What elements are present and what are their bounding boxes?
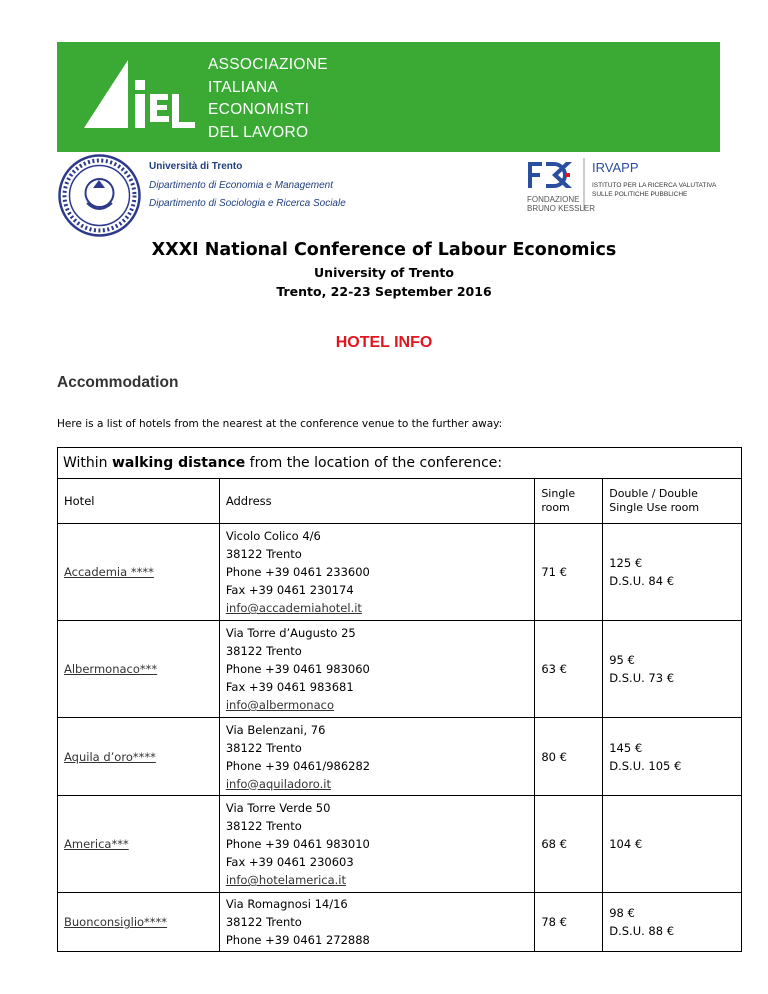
double-price: 145 € D.S.U. 105 € — [603, 718, 742, 796]
table-caption: Within walking distance from the location of the conference: — [58, 448, 742, 479]
hotel-address: Via Belenzani, 76 38122 Trento Phone +39 0461/986282 info@aquiladoro.it — [219, 718, 534, 796]
university-name: Università di Trento — [149, 161, 243, 172]
table-header-row — [58, 479, 742, 524]
hotel-address: Vicolo Colico 4/6 38122 Trento Phone +39 0461 233600 Fax +39 0461 230174 info@accademiahotel.it — [219, 524, 534, 621]
header-hotel: Hotel — [58, 479, 220, 524]
university-info — [149, 158, 346, 214]
double-price: 104 € — [603, 796, 742, 893]
table-row — [58, 718, 742, 796]
aiel-logo-icon — [80, 58, 200, 130]
single-price: 78 € — [535, 893, 603, 952]
association-line: ASSOCIAZIONE — [208, 56, 328, 73]
email-link[interactable]: info@hotelamerica.it — [225, 873, 346, 887]
walking-distance-emphasis: walking distance — [112, 455, 246, 471]
irvapp-line2: SULLE POLITICHE PUBBLICHE — [592, 191, 688, 198]
hotel-address: Via Romagnosi 14/16 38122 Trento Phone +39 0461 272888 — [219, 893, 534, 952]
university-seal-icon — [57, 153, 142, 238]
double-price: 125 € D.S.U. 84 € — [603, 524, 742, 621]
section-subheading: Accommodation — [57, 374, 179, 391]
table-row — [58, 796, 742, 893]
irvapp-title: IRVAPP — [592, 160, 639, 175]
hotel-link[interactable]: Albermonaco*** — [58, 621, 220, 718]
email-link[interactable]: info@albermonaco — [225, 698, 334, 712]
intro-text: Here is a list of hotels from the nearest at the conference venue to the further away: — [57, 418, 503, 430]
hotel-link[interactable]: Accademia **** — [58, 524, 220, 621]
table-row — [58, 893, 742, 952]
association-line: ITALIANA — [208, 78, 279, 96]
hotel-link[interactable]: Buonconsiglio**** — [58, 893, 220, 952]
association-line: DEL LAVORO — [208, 123, 309, 141]
conference-dates: Trento, 22-23 September 2016 — [276, 284, 492, 299]
header-double: Double / Double Single Use room — [603, 479, 742, 524]
conference-venue: University of Trento — [314, 265, 454, 280]
fbk-line1: FONDAZIONE — [527, 195, 580, 204]
table-row — [58, 621, 742, 718]
association-line: ECONOMISTI — [208, 101, 310, 118]
single-price: 80 € — [535, 718, 603, 796]
conference-title: XXXI National Conference of Labour Economics — [151, 240, 617, 260]
fbk-line2: BRUNO KESSLER — [527, 204, 596, 212]
hotel-address: Via Torre Verde 50 38122 Trento Phone +39 0461 983010 Fax +39 0461 230603 info@hotelamerica.it — [219, 796, 534, 893]
table-caption-row — [58, 448, 742, 479]
email-link[interactable]: info@aquiladoro.it — [225, 776, 331, 791]
section-heading: HOTEL INFO — [335, 334, 433, 351]
hotel-table — [57, 447, 742, 952]
hotel-link[interactable]: America*** — [58, 796, 220, 893]
department-economics: Dipartimento di Economia e Management — [149, 179, 333, 191]
association-name — [208, 54, 328, 144]
single-price: 68 € — [535, 796, 603, 893]
single-price: 63 € — [535, 621, 603, 718]
double-price: 98 € D.S.U. 88 € — [603, 893, 742, 952]
fbk-irvapp-logo-icon — [520, 154, 720, 212]
aiel-banner-extension — [480, 42, 720, 152]
double-price: 95 € D.S.U. 73 € — [603, 621, 742, 718]
header-address: Address — [219, 479, 534, 524]
header-single: Single room — [535, 479, 603, 524]
single-price: 71 € — [535, 524, 603, 621]
hotel-address: Via Torre d’Augusto 25 38122 Trento Phone +39 0461 983060 Fax +39 0461 983681 info@albermonaco — [219, 621, 534, 718]
irvapp-line1: ISTITUTO PER LA RICERCA VALUTATIVA — [592, 182, 717, 189]
table-row — [58, 524, 742, 621]
department-sociology: Dipartimento di Sociologia e Ricerca Sociale — [149, 198, 346, 209]
hotel-link[interactable]: Aquila d’oro**** — [58, 718, 220, 796]
email-link[interactable]: info@accademiahotel.it — [225, 601, 362, 615]
